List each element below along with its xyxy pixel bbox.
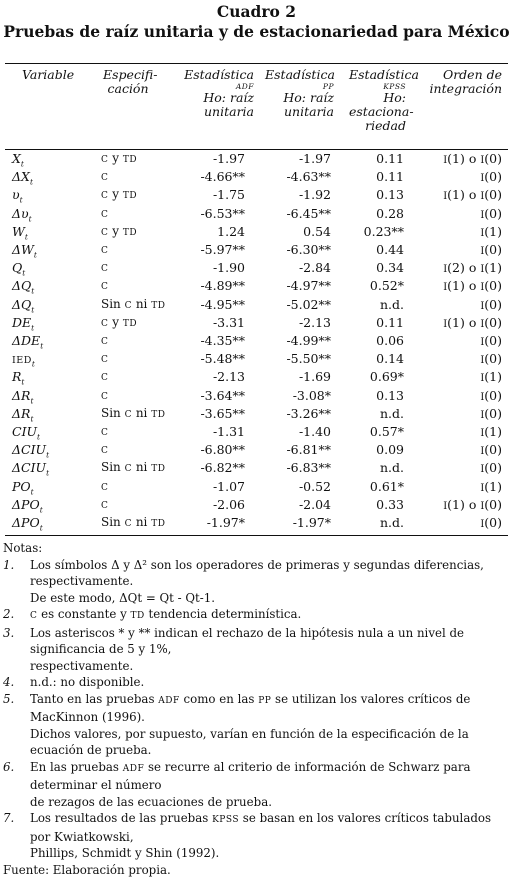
row-variable: $\Delta R_t$ <box>12 388 33 406</box>
row-integration-order: I(0) <box>480 515 502 530</box>
header-integration-order: Orden de integración <box>424 68 502 96</box>
note-line: Dichos valores, por supuesto, varían en función de la especificación de la ecuación de prueba. <box>30 726 508 759</box>
row-integration-order: I(2) o I(1) <box>443 260 502 275</box>
notes-list <box>3 557 508 862</box>
row-kpss-value: 0.09 <box>376 442 404 457</box>
row-adf-value: -2.06 <box>213 497 245 512</box>
row-integration-order: I(0) <box>480 388 502 403</box>
row-specification: C <box>101 278 108 292</box>
row-specification: C <box>101 206 108 220</box>
row-adf-value: -6.82** <box>200 460 245 475</box>
row-kpss-value: 0.11 <box>376 315 404 330</box>
row-kpss-value: 0.13 <box>376 187 404 202</box>
row-specification: C <box>101 260 108 274</box>
row-specification: C <box>101 169 108 183</box>
note-line: de rezagos de las ecuaciones de prueba. <box>30 794 508 811</box>
note-number: 5. <box>3 691 14 708</box>
row-kpss-value: 0.11 <box>376 151 404 166</box>
row-adf-value: -2.13 <box>213 369 245 384</box>
row-pp-value: -1.92 <box>299 187 331 202</box>
header-adf: Estadística ADF Ho: raíz unitaria <box>182 68 254 119</box>
row-pp-value: -4.63** <box>286 169 331 184</box>
row-pp-value: -1.40 <box>299 424 331 439</box>
row-variable: $\Delta X_t$ <box>12 169 33 187</box>
note-line: Tanto en las pruebas ADF como en las PP se utilizan los valores críticos de MacKinnon (1996). <box>30 691 508 726</box>
row-pp-value: -6.81** <box>286 442 331 457</box>
row-integration-order: I(1) o I(0) <box>443 187 502 202</box>
note-number: 2. <box>3 606 14 623</box>
row-pp-value: -6.83** <box>286 460 331 475</box>
note-line: Phillips, Schmidt y Shin (1992). <box>30 845 508 862</box>
row-kpss-value: 0.34 <box>376 260 404 275</box>
row-integration-order: I(0) <box>480 460 502 475</box>
note-line: Los resultados de las pruebas KPSS se basan en los valores críticos tabulados por Kwiatkowski, <box>30 810 508 845</box>
row-integration-order: I(0) <box>480 351 502 366</box>
header-variable: Variable <box>22 68 74 82</box>
row-kpss-value: n.d. <box>380 406 404 421</box>
row-specification: C <box>101 424 108 438</box>
row-variable: $\Delta CIU_t$ <box>12 442 49 460</box>
row-pp-value: -1.97* <box>293 515 331 530</box>
row-pp-value: -1.97 <box>299 151 331 166</box>
note-item <box>3 674 508 691</box>
row-variable: $\Delta\upsilon_t$ <box>12 206 32 224</box>
row-kpss-value: 0.69* <box>370 369 404 384</box>
note-number: 1. <box>3 557 14 574</box>
row-adf-value: -1.75 <box>213 187 245 202</box>
row-pp-value: -6.45** <box>286 206 331 221</box>
note-line: En las pruebas ADF se recurre al criterio de información de Schwarz para determinar el número <box>30 759 508 794</box>
row-kpss-value: n.d. <box>380 515 404 530</box>
row-kpss-value: 0.13 <box>376 388 404 403</box>
row-adf-value: -5.97** <box>200 242 245 257</box>
row-adf-value: -4.35** <box>200 333 245 348</box>
row-pp-value: -2.84 <box>299 260 331 275</box>
row-kpss-value: 0.57* <box>370 424 404 439</box>
row-variable: $\Delta PO_t$ <box>12 515 43 533</box>
row-adf-value: -3.31 <box>213 315 245 330</box>
row-specification: C y TD <box>101 315 137 329</box>
row-variable: $X_t$ <box>12 151 24 169</box>
row-specification: Sin C ni TD <box>101 406 165 420</box>
row-variable: $\Delta DE_t$ <box>12 333 43 351</box>
row-adf-value: -3.64** <box>200 388 245 403</box>
row-specification: C y TD <box>101 151 137 165</box>
row-integration-order: I(1) <box>480 424 502 439</box>
row-adf-value: -4.95** <box>200 297 245 312</box>
source-note: Fuente: Elaboración propia. <box>3 862 508 878</box>
note-number: 4. <box>3 674 14 691</box>
note-item <box>3 759 508 811</box>
row-adf-value: -4.89** <box>200 278 245 293</box>
row-variable: $DE_t$ <box>12 315 34 333</box>
row-pp-value: -0.52 <box>299 479 331 494</box>
row-integration-order: I(0) <box>480 169 502 184</box>
note-item <box>3 606 508 625</box>
row-pp-value: -2.04 <box>299 497 331 512</box>
row-pp-value: -4.99** <box>286 333 331 348</box>
row-variable: $\Delta Q_t$ <box>12 297 34 315</box>
row-kpss-value: 0.28 <box>376 206 404 221</box>
note-line: n.d.: no disponible. <box>30 674 508 691</box>
row-variable: $\Delta Q_t$ <box>12 278 34 296</box>
row-specification: C y TD <box>101 187 137 201</box>
row-variable: $R_t$ <box>12 369 24 387</box>
row-adf-value: -1.97* <box>207 515 245 530</box>
row-integration-order: I(1) o I(0) <box>443 151 502 166</box>
note-number: 7. <box>3 810 14 827</box>
row-variable: $\Delta R_t$ <box>12 406 33 424</box>
row-specification: C <box>101 479 108 493</box>
row-specification: C <box>101 388 108 402</box>
row-kpss-value: 0.11 <box>376 169 404 184</box>
row-kpss-value: n.d. <box>380 297 404 312</box>
note-line: Los símbolos Δ y Δ² son los operadores de primeras y segundas diferencias, respectivamente. <box>30 557 508 590</box>
row-pp-value: -3.26** <box>286 406 331 421</box>
header-specification: Especifi- cación <box>103 68 153 96</box>
row-specification: C <box>101 351 108 365</box>
row-pp-value: -1.69 <box>299 369 331 384</box>
row-specification: C <box>101 442 108 456</box>
row-specification: Sin C ni TD <box>101 515 165 529</box>
note-item <box>3 557 508 607</box>
row-specification: Sin C ni TD <box>101 460 165 474</box>
row-kpss-value: 0.44 <box>376 242 404 257</box>
row-adf-value: 1.24 <box>217 224 245 239</box>
row-adf-value: -1.90 <box>213 260 245 275</box>
row-integration-order: I(1) <box>480 369 502 384</box>
row-integration-order: I(0) <box>480 206 502 221</box>
row-kpss-value: 0.14 <box>376 351 404 366</box>
row-specification: C <box>101 369 108 383</box>
row-integration-order: I(1) o I(0) <box>443 278 502 293</box>
row-variable: $PO_t$ <box>12 479 34 497</box>
table-subtitle: Pruebas de raíz unitaria y de estacionariedad para México <box>0 22 513 41</box>
row-integration-order: I(0) <box>480 242 502 257</box>
header-pp: Estadística PP Ho: raíz unitaria <box>265 68 334 119</box>
note-number: 6. <box>3 759 14 776</box>
row-kpss-value: 0.06 <box>376 333 404 348</box>
row-integration-order: I(0) <box>480 333 502 348</box>
row-pp-value: -6.30** <box>286 242 331 257</box>
row-pp-value: -5.50** <box>286 351 331 366</box>
note-line: De este modo, ΔQt = Qt - Qt-1. <box>30 590 508 607</box>
bottom-rule <box>5 535 508 536</box>
row-kpss-value: n.d. <box>380 460 404 475</box>
row-integration-order: I(0) <box>480 442 502 457</box>
header-kpss: Estadística KPSS Ho: estaciona- riedad <box>349 68 406 133</box>
row-integration-order: I(1) <box>480 479 502 494</box>
note-number: 3. <box>3 625 14 642</box>
table-title: Cuadro 2 <box>0 2 513 21</box>
row-pp-value: -2.13 <box>299 315 331 330</box>
note-line: respectivamente. <box>30 658 508 675</box>
row-variable: $\upsilon_t$ <box>12 187 23 205</box>
row-kpss-value: 0.52* <box>370 278 404 293</box>
row-adf-value: -1.07 <box>213 479 245 494</box>
row-specification: C y TD <box>101 224 137 238</box>
row-variable: $CIU_t$ <box>12 424 40 442</box>
row-adf-value: -6.53** <box>200 206 245 221</box>
row-pp-value: -4.97** <box>286 278 331 293</box>
row-integration-order: I(1) <box>480 224 502 239</box>
row-adf-value: -3.65** <box>200 406 245 421</box>
row-specification: C <box>101 242 108 256</box>
row-pp-value: -3.08* <box>293 388 331 403</box>
note-line: C es constante y TD tendencia determinística. <box>30 606 508 625</box>
note-item <box>3 810 508 862</box>
row-pp-value: 0.54 <box>303 224 331 239</box>
row-integration-order: I(1) o I(0) <box>443 497 502 512</box>
note-line: Los asteriscos * y ** indican el rechazo de la hipótesis nula a un nivel de significancia de 5 y 1%, <box>30 625 508 658</box>
row-integration-order: I(1) o I(0) <box>443 315 502 330</box>
row-kpss-value: 0.61* <box>370 479 404 494</box>
row-adf-value: -4.66** <box>200 169 245 184</box>
row-variable: $W_t$ <box>12 224 28 242</box>
row-specification: C <box>101 333 108 347</box>
row-specification: Sin C ni TD <box>101 297 165 311</box>
note-item <box>3 625 508 675</box>
row-adf-value: -1.31 <box>213 424 245 439</box>
notes-label: Notas: <box>3 540 508 557</box>
notes-section <box>3 540 508 878</box>
row-variable: $IED_t$ <box>12 351 35 369</box>
row-specification: C <box>101 497 108 511</box>
row-integration-order: I(0) <box>480 297 502 312</box>
row-variable: $Q_t$ <box>12 260 25 278</box>
row-kpss-value: 0.33 <box>376 497 404 512</box>
row-pp-value: -5.02** <box>286 297 331 312</box>
row-integration-order: I(0) <box>480 406 502 421</box>
note-item <box>3 691 508 759</box>
row-adf-value: -1.97 <box>213 151 245 166</box>
row-variable: $\Delta CIU_t$ <box>12 460 49 478</box>
header-rule <box>5 149 508 150</box>
row-kpss-value: 0.23** <box>364 224 404 239</box>
row-adf-value: -6.80** <box>200 442 245 457</box>
row-variable: $\Delta PO_t$ <box>12 497 43 515</box>
top-rule <box>5 63 508 64</box>
row-adf-value: -5.48** <box>200 351 245 366</box>
row-variable: $\Delta W_t$ <box>12 242 37 260</box>
